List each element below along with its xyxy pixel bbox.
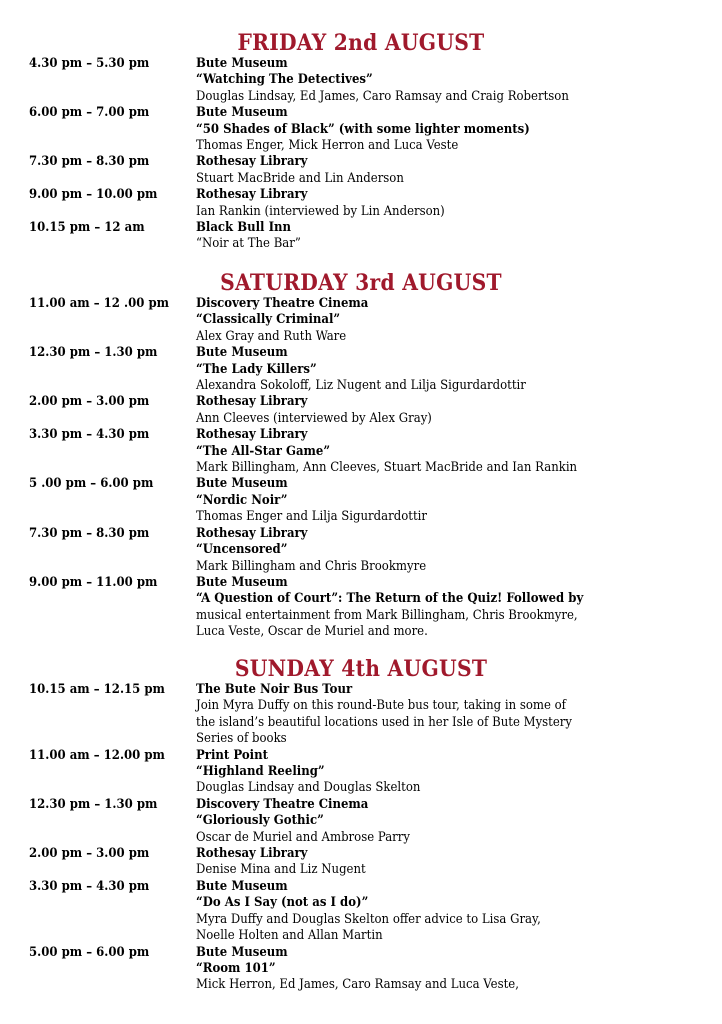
event-venue: Bute Museum (196, 944, 288, 960)
event-time: 11.00 am – 12 .00 pm (29, 296, 170, 311)
event-description: musical entertainment from Mark Billingham, Chris Brookmyre, (196, 607, 578, 623)
event-title: “Watching The Detectives” (196, 72, 373, 88)
schedule-row (0, 105, 722, 154)
day-section-sunday (0, 656, 722, 994)
event-venue: Bute Museum (196, 476, 288, 492)
event-time: 5.00 pm – 6.00 pm (29, 944, 150, 960)
day-section-saturday (0, 270, 722, 641)
schedule-row (0, 797, 722, 846)
event-description: Mark Billingham, Ann Cleeves, Stuart MacBride and Ian Rankin (196, 460, 578, 476)
event-description: “Noir at The Bar” (196, 236, 301, 252)
event-description: Denise Mina and Liz Nugent (196, 862, 366, 878)
event-title: “Nordic Noir” (196, 492, 288, 508)
event-description: Noelle Holten and Allan Martin (196, 928, 383, 944)
schedule-row (0, 427, 722, 476)
event-venue: Rothesay Library (196, 525, 308, 541)
event-details (196, 682, 706, 748)
schedule-row (0, 526, 722, 575)
event-details (196, 945, 706, 994)
event-details (196, 105, 706, 154)
event-description: Douglas Lindsay and Douglas Skelton (196, 780, 421, 796)
schedule-row (0, 945, 722, 994)
event-title: “Classically Criminal” (196, 312, 341, 328)
event-time: 10.15 am – 12.15 pm (29, 682, 165, 697)
schedule-row (0, 394, 722, 427)
event-venue: Discovery Theatre Cinema (196, 296, 369, 311)
event-time: 7.30 pm – 8.30 pm (29, 154, 150, 170)
event-details (196, 427, 706, 476)
event-time: 10.15 pm – 12 am (29, 220, 145, 236)
event-details (196, 154, 706, 187)
event-time: 2.00 pm – 3.00 pm (29, 846, 150, 862)
schedule-row (0, 748, 722, 797)
event-time: 2.00 pm – 3.00 pm (29, 394, 150, 410)
event-details (196, 220, 706, 253)
event-venue: Rothesay Library (196, 427, 308, 443)
event-venue: Rothesay Library (196, 846, 308, 862)
event-venue: Bute Museum (196, 878, 288, 894)
event-details (196, 296, 706, 345)
event-time: 3.30 pm – 4.30 pm (29, 878, 150, 894)
event-description: the island’s beautiful locations used in her Isle of Bute Mystery (196, 714, 573, 730)
event-time: 11.00 am – 12.00 pm (29, 747, 165, 763)
event-title: “The Lady Killers” (196, 361, 317, 377)
event-description: Myra Duffy and Douglas Skelton offer advice to Lisa Gray, (196, 911, 541, 927)
event-time: 9.00 pm – 11.00 pm (29, 574, 158, 590)
event-description: Douglas Lindsay, Ed James, Caro Ramsay and Craig Robertson (196, 88, 569, 104)
schedule-row (0, 220, 722, 253)
event-time: 7.30 pm – 8.30 pm (29, 525, 150, 541)
event-title: “Room 101” (196, 960, 276, 976)
event-venue: The Bute Noir Bus Tour (196, 682, 353, 697)
event-details (196, 345, 706, 394)
event-description: Series of books (196, 731, 287, 747)
schedule-row (0, 682, 722, 748)
event-venue: Rothesay Library (196, 394, 308, 410)
schedule-row (0, 56, 722, 105)
event-time: 5 .00 pm – 6.00 pm (29, 476, 154, 492)
schedule-row (0, 154, 722, 187)
event-details (196, 748, 706, 797)
event-description: Thomas Enger and Lilja Sigurdardottir (196, 509, 427, 525)
schedule-row (0, 879, 722, 945)
schedule-row (0, 187, 722, 220)
event-time: 6.00 pm – 7.00 pm (29, 105, 150, 121)
event-details (196, 526, 706, 575)
event-time: 4.30 pm – 5.30 pm (29, 56, 150, 71)
event-venue: Bute Museum (196, 345, 288, 361)
event-title: “Gloriously Gothic” (196, 813, 324, 829)
event-details (196, 394, 706, 427)
event-description: Join Myra Duffy on this round-Bute bus tour, taking in some of (196, 698, 566, 714)
event-description: Stuart MacBride and Lin Anderson (196, 170, 404, 186)
event-venue: Rothesay Library (196, 154, 308, 170)
schedule-row (0, 575, 722, 641)
event-description: Luca Veste, Oscar de Muriel and more. (196, 624, 428, 640)
schedule-row (0, 296, 722, 345)
event-description: Mark Billingham and Chris Brookmyre (196, 558, 427, 574)
event-description: Alex Gray and Ruth Ware (196, 328, 347, 344)
event-venue: Discovery Theatre Cinema (196, 796, 369, 812)
day-heading: SUNDAY 4th AUGUST (234, 656, 488, 682)
event-description: Mick Herron, Ed James, Caro Ramsay and Luca Veste, (196, 977, 519, 993)
event-description: Alexandra Sokoloff, Liz Nugent and Lilja Sigurdardottir (196, 378, 526, 394)
event-description: Oscar de Muriel and Ambrose Parry (196, 829, 410, 845)
event-description: Ann Cleeves (interviewed by Alex Gray) (196, 410, 432, 426)
event-title: “Do As I Say (not as I do)” (196, 895, 369, 911)
event-details (196, 797, 706, 846)
event-title: “50 Shades of Black” (with some lighter moments) (196, 121, 530, 137)
day-section-friday (0, 30, 722, 253)
schedule-row (0, 846, 722, 879)
schedule-row (0, 476, 722, 525)
event-details (196, 879, 706, 945)
event-title: “Highland Reeling” (196, 764, 325, 780)
event-details (196, 476, 706, 525)
event-details (196, 187, 706, 220)
event-details (196, 575, 706, 641)
event-details (196, 846, 706, 879)
event-title: “The All-Star Game” (196, 443, 331, 459)
day-heading: SATURDAY 3rd AUGUST (220, 270, 502, 296)
event-time: 12.30 pm – 1.30 pm (29, 345, 158, 361)
event-venue: Black Bull Inn (196, 220, 292, 236)
event-venue: Print Point (196, 747, 269, 763)
event-time: 3.30 pm – 4.30 pm (29, 427, 150, 443)
event-venue: Bute Museum (196, 105, 288, 121)
event-venue: Rothesay Library (196, 187, 308, 203)
day-heading: FRIDAY 2nd AUGUST (237, 30, 485, 56)
event-title: “A Question of Court”: The Return of the Quiz! Followed by (196, 591, 584, 607)
event-venue: Bute Museum (196, 56, 288, 71)
event-venue: Bute Museum (196, 574, 288, 590)
event-time: 12.30 pm – 1.30 pm (29, 796, 158, 812)
event-title: “Uncensored” (196, 542, 288, 558)
schedule-row (0, 345, 722, 394)
event-details (196, 56, 706, 105)
event-description: Ian Rankin (interviewed by Lin Anderson) (196, 203, 445, 219)
event-description: Thomas Enger, Mick Herron and Luca Veste (196, 138, 459, 154)
event-time: 9.00 pm – 10.00 pm (29, 187, 158, 203)
